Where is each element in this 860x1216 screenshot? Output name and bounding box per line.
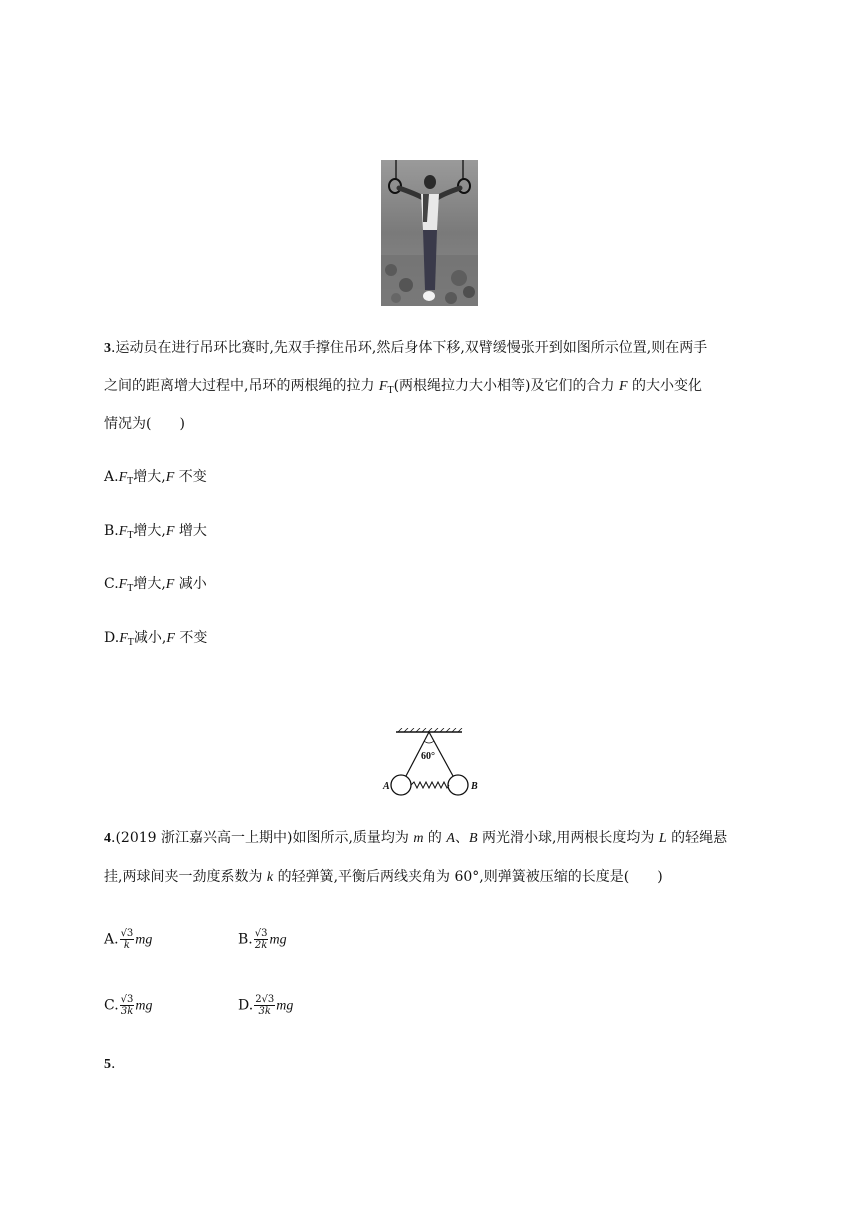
q3-text-1: .运动员在进行吊环比赛时,先双手撑住吊环,然后身体下移,双臂缓慢张开到如图所示位置,则在两手 xyxy=(111,340,708,356)
label-b: B xyxy=(471,781,478,792)
gymnast-rings-photo xyxy=(381,160,478,306)
q3-text-2b: (两根绳拉力大小相等)及它们的合力 xyxy=(393,378,619,394)
spring-balls-diagram xyxy=(380,728,490,800)
var-F: F xyxy=(618,379,628,394)
q3-option-a: $A.F_T$增大,F 不变 xyxy=(104,469,207,487)
label-a: A xyxy=(383,781,390,792)
ball-b xyxy=(448,775,468,795)
spring xyxy=(411,782,449,788)
q4-line-1: 4.(2019 浙江嘉兴高一上期中)如图所示,质量均为 m 的 A、B 两光滑小球,用两根长度均为 L 的轻绳悬 xyxy=(104,830,728,846)
q3-text-3b: ) xyxy=(179,416,185,432)
q3-text-3a: 情况为( xyxy=(104,416,152,432)
q4-line-2: 挂,两球间夹一劲度系数为 k 的轻弹簧,平衡后两线夹角为 60°,则弹簧被压缩的长度是( ) xyxy=(104,869,663,885)
q4-option-b: B. $\frac{√3}{2k}$ mg xyxy=(238,928,287,951)
ball-a xyxy=(391,775,411,795)
q3-number: 3 xyxy=(104,341,111,356)
q4-option-a: A. $\frac{√3}{k}$ mg xyxy=(104,928,153,951)
q5-line: 5. xyxy=(104,1056,116,1072)
q3-text-2c: 的大小变化 xyxy=(627,378,702,394)
q4-option-d: D. $\frac{2√3}{3k}$ mg xyxy=(238,994,294,1017)
var-F: F xyxy=(378,379,388,394)
q5-number: 5 xyxy=(104,1057,111,1072)
angle-label: 60° xyxy=(421,751,435,762)
subscript-T: T xyxy=(387,385,394,396)
q4-option-c: C. $\frac{√3}{3k}$ mg xyxy=(104,994,153,1017)
q3-option-c: $C.F_T$增大,F 减小 xyxy=(104,576,207,594)
angle-arc xyxy=(424,741,434,743)
q3-line-2 xyxy=(104,376,702,401)
q3-line-1 xyxy=(104,338,707,359)
q4-number: 4 xyxy=(104,831,111,846)
q3-option-d: $D.F_T$减小,F 不变 xyxy=(104,630,208,648)
q3-option-b: $B.F_T$增大,F 增大 xyxy=(104,523,207,541)
q3-text-2a: 之间的距离增大过程中,吊环的两根绳的拉力 xyxy=(104,378,379,394)
q3-line-3 xyxy=(104,414,185,434)
